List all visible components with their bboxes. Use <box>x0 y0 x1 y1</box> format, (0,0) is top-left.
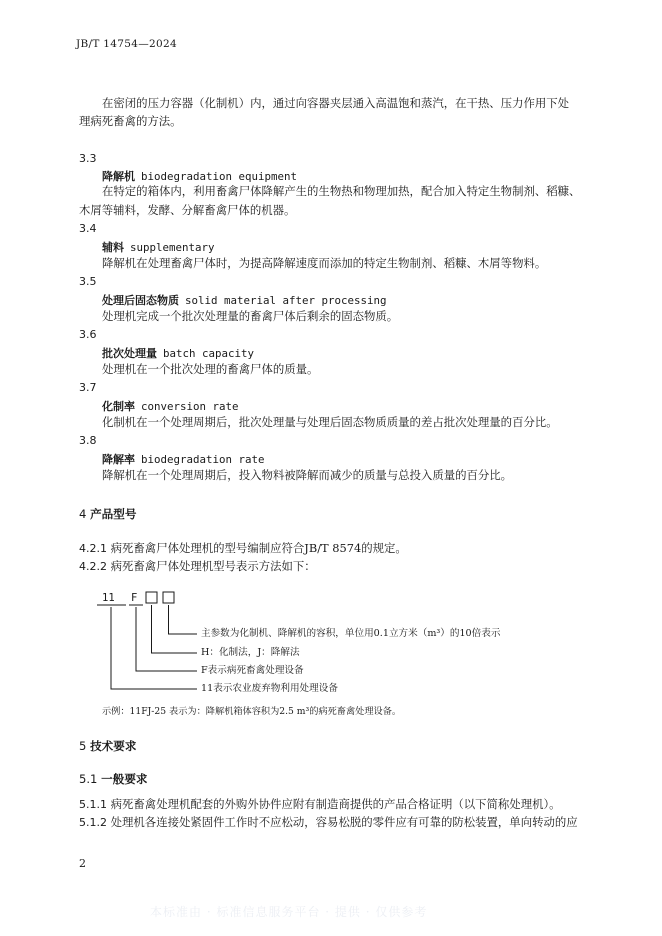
term-en: batch capacity <box>163 347 255 360</box>
subsection-number: 5.1 <box>79 772 98 786</box>
clause-number: 3.6 <box>79 328 97 341</box>
term-heading <box>102 168 297 184</box>
section-number: 5 <box>79 739 87 753</box>
subsection-title: 一般要求 <box>101 772 148 786</box>
definition-text: 化制机在一个处理周期后，批次处理量与处理后固态物质质量的差占批次处理量的百分比。 <box>102 415 558 429</box>
section-number: 4 <box>79 507 87 521</box>
clause-number: 3.7 <box>79 381 97 394</box>
clause-number: 5.1.1 <box>79 798 107 811</box>
clause-5-1-2 <box>79 815 578 830</box>
clause-text: 病死畜禽尸体处理机的型号编制应符合JB/T 8574的规定。 <box>110 541 407 555</box>
section-title: 产品型号 <box>90 507 137 521</box>
page-number: 2 <box>79 857 86 870</box>
term-heading <box>102 292 387 308</box>
example-note: 示例：11FJ-25 表示为：降解机箱体容积为2.5 m³的病死畜禽处理设备。 <box>102 706 402 717</box>
term-heading <box>102 398 239 414</box>
term-cn: 批次处理量 <box>102 347 157 360</box>
clause-4-2-2 <box>79 559 316 574</box>
clause-number: 3.5 <box>79 275 97 288</box>
clause-number: 3.4 <box>79 222 97 235</box>
box-1-shape <box>146 592 157 603</box>
term-cn: 化制率 <box>102 400 135 413</box>
leader-11 <box>111 607 197 689</box>
label-hj: H：化制法，J：降解法 <box>201 647 300 658</box>
term-heading <box>102 239 215 255</box>
clause-number: 3.3 <box>79 152 97 165</box>
clause-4-2-1 <box>79 541 407 556</box>
leader-hj <box>152 605 198 653</box>
standard-code-header: JB/T 14754—2024 <box>76 38 177 50</box>
term-cn: 辅料 <box>102 241 124 254</box>
term-en: supplementary <box>130 241 215 254</box>
term-heading <box>102 345 254 361</box>
clause-number: 5.1.2 <box>79 816 107 829</box>
label-main-param: 主参数为化制机、降解机的容积，单位用0.1立方米（m³）的10倍表示 <box>201 628 501 639</box>
term-en: conversion rate <box>141 400 239 413</box>
watermark: 本标准由 · 标准信息服务平台 · 提供 · 仅供参考 <box>150 905 428 919</box>
intro-paragraph-line-1: 在密闭的压力容器（化制机）内，通过向容器夹层通入高温饱和蒸汽，在干热、压力作用下处 <box>102 96 570 110</box>
clause-number: 4.2.1 <box>79 542 107 555</box>
box-2-shape <box>163 592 174 603</box>
definition-text: 降解机在处理畜禽尸体时，为提高降解速度而添加的特定生物制剂、稻糠、木屑等物料。 <box>102 256 547 270</box>
clause-5-1-1 <box>79 797 561 812</box>
term-cn: 降解机 <box>102 170 135 183</box>
clause-text: 处理机各连接处紧固件工作时不应松动，容易松脱的零件应有可靠的防松装置，单向转动的应 <box>110 815 578 829</box>
clause-text: 病死畜禽尸体处理机型号表示方法如下： <box>110 559 316 573</box>
section-5-heading <box>79 738 136 754</box>
clause-number: 3.8 <box>79 434 97 447</box>
clause-number: 4.2.2 <box>79 560 107 573</box>
intro-paragraph-line-2: 理病死畜禽的方法。 <box>79 114 182 128</box>
code-f: F <box>131 592 138 604</box>
subsection-5-1-heading <box>79 771 148 787</box>
definition-text: 在特定的箱体内，利用畜禽尸体降解产生的生物热和物理加热，配合加入特定生物制剂、稻糠、 <box>102 184 581 198</box>
label-f: F表示病死畜禽处理设备 <box>201 665 304 676</box>
term-cn: 处理后固态物质 <box>102 294 179 307</box>
term-en: biodegradation equipment <box>141 170 298 183</box>
code-11: 11 <box>102 592 115 604</box>
term-en: solid material after processing <box>185 294 387 307</box>
definition-text: 木屑等辅料，发酵、分解畜禽尸体的机器。 <box>79 203 296 217</box>
label-11: 11表示农业废弃物利用处理设备 <box>201 683 338 694</box>
term-cn: 降解率 <box>102 453 135 466</box>
section-4-heading <box>79 506 136 522</box>
section-title: 技术要求 <box>90 739 137 753</box>
definition-text: 降解机在一个处理周期后，投入物料被降解而减少的质量与总投入质量的百分比。 <box>102 468 513 482</box>
term-en: biodegradation rate <box>141 453 265 466</box>
leader-f <box>136 607 197 671</box>
definition-text: 处理机完成一个批次处理量的畜禽尸体后剩余的固态物质。 <box>102 309 399 323</box>
leader-main-param <box>169 605 198 634</box>
term-heading <box>102 451 265 467</box>
clause-text: 病死畜禽处理机配套的外购外协件应附有制造商提供的产品合格证明（以下简称处理机）。 <box>110 797 561 811</box>
definition-text: 处理机在一个批次处理的畜禽尸体的质量。 <box>102 362 319 376</box>
